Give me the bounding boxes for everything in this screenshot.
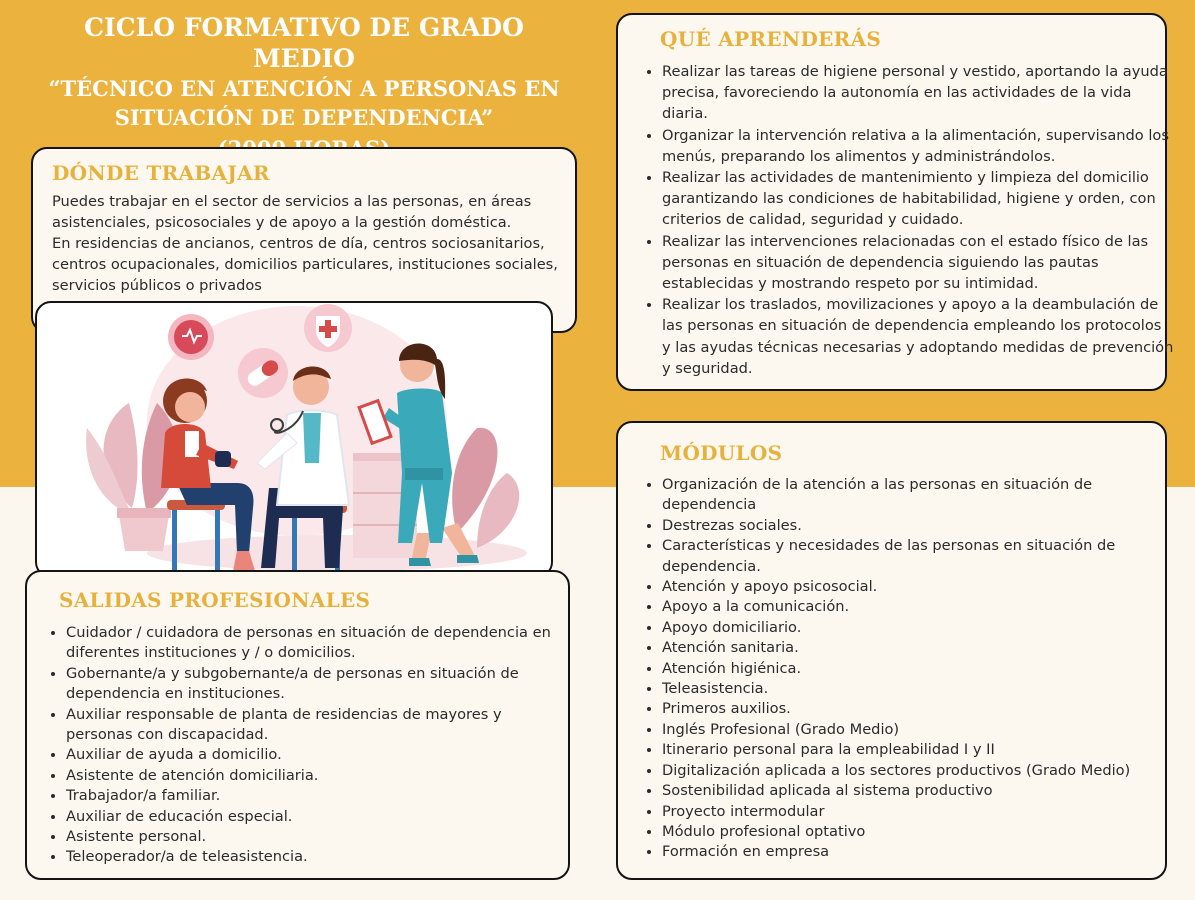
title-line-2: “TÉCNICO EN ATENCIÓN A PERSONAS EN <box>48 76 560 101</box>
medical-illustration <box>35 301 553 578</box>
illustration-svg <box>37 303 551 576</box>
aprenderas-list-item: • Realizar las actividades de mantenimiento y limpieza del domicilio garantizando las condiciones de habitabilidad, higiene y orden, con criterios de calidad, seguridad y cuidado. <box>662 167 1174 231</box>
salidas-list-item: • Asistente personal. <box>66 827 566 847</box>
que-aprenderas-list <box>642 61 1174 379</box>
modulos-list-item: • Proyecto intermodular <box>662 802 1174 822</box>
modulos-list-item: • Formación en empresa <box>662 842 1174 862</box>
salidas-profesionales-card <box>25 570 570 880</box>
modulos-list-item: • Primeros auxilios. <box>662 699 1174 719</box>
aprenderas-list-item: • Organizar la intervención relativa a la alimentación, supervisando los menús, preparando los alimentos y administrándolos. <box>662 125 1174 167</box>
salidas-list-item: • Teleoperador/a de teleasistencia. <box>66 847 566 867</box>
modulos-list-item: • Itinerario personal para la empleabilidad I y II <box>662 740 1174 760</box>
salidas-profesionales-heading: SALIDAS PROFESIONALES <box>59 588 371 612</box>
salidas-profesionales-list <box>46 623 566 868</box>
modulos-list-item: • Organización de la atención a las personas en situación de dependencia <box>662 475 1174 516</box>
aprenderas-list-item: • Realizar las intervenciones relacionadas con el estado físico de las personas en situación de dependencia siguiendo las pautas establecidas y mostrando respeto por su intimidad. <box>662 231 1174 295</box>
que-aprenderas-card <box>616 13 1174 391</box>
heart-pulse-icon <box>168 314 214 360</box>
modulos-list-item: • Atención y apoyo psicosocial. <box>662 577 1174 597</box>
donde-trabajar-text <box>52 191 562 296</box>
aprenderas-list-item: • Realizar las tareas de higiene personal y vestido, aportando la ayuda precisa, favoreciendo la autonomía en las actividades de la vida diaria. <box>662 61 1174 125</box>
salidas-list-item: • Asistente de atención domiciliaria. <box>66 766 566 786</box>
title-line-3: SITUACIÓN DE DEPENDENCIA” <box>114 105 494 130</box>
modulos-list-item: • Digitalización aplicada a los sectores productivos (Grado Medio) <box>662 761 1174 781</box>
page-title <box>30 12 578 165</box>
salidas-list-item: • Trabajador/a familiar. <box>66 786 566 806</box>
salidas-list-item: • Gobernante/a y subgobernante/a de personas en situación de dependencia en instituciones. <box>66 664 566 705</box>
salidas-list-item: • Cuidador / cuidadora de personas en situación de dependencia en diferentes instituciones y / o domicilios. <box>66 623 566 664</box>
modulos-list-item: • Características y necesidades de las personas en situación de dependencia. <box>662 536 1174 577</box>
modulos-list-item: • Sostenibilidad aplicada al sistema productivo <box>662 781 1174 801</box>
medical-cross-shield-icon <box>304 304 352 352</box>
que-aprenderas-heading: QUÉ APRENDERÁS <box>660 27 882 51</box>
salidas-list-item: • Auxiliar responsable de planta de residencias de mayores y personas con discapacidad. <box>66 705 566 746</box>
donde-trabajar-heading: DÓNDE TRABAJAR <box>52 161 270 185</box>
donde-paragraph-1: Puedes trabajar en el sector de servicios a las personas, en áreas asistenciales, psicosociales y de apoyo a la gestión doméstica. <box>52 193 532 231</box>
aprenderas-list-item: • Realizar los traslados, movilizaciones y apoyo a la deambulación de las personas en situación de dependencia empleando los protocolos y las ayudas técnicas necesarias y adoptando medidas de prevención y seguridad. <box>662 294 1174 379</box>
donde-paragraph-2: En residencias de ancianos, centros de día, centros sociosanitarios, centros ocupacionales, domicilios particulares, instituciones sociales, servicios públicos o privados <box>52 235 558 294</box>
modulos-card <box>616 421 1167 880</box>
modulos-heading: MÓDULOS <box>660 441 783 465</box>
plant-right <box>452 428 519 548</box>
modulos-list-item: • Apoyo a la comunicación. <box>662 597 1174 617</box>
pill-capsule-icon <box>238 348 288 398</box>
modulos-list-item: • Atención sanitaria. <box>662 638 1174 658</box>
modulos-list <box>642 475 1174 863</box>
salidas-list-item: • Auxiliar de educación especial. <box>66 807 566 827</box>
title-line-1: CICLO FORMATIVO DE GRADO MEDIO <box>84 13 524 73</box>
modulos-list-item: • Módulo profesional optativo <box>662 822 1174 842</box>
modulos-list-item: • Inglés Profesional (Grado Medio) <box>662 720 1174 740</box>
modulos-list-item: • Teleasistencia. <box>662 679 1174 699</box>
modulos-list-item: • Atención higiénica. <box>662 659 1174 679</box>
modulos-list-item: • Destrezas sociales. <box>662 516 1174 536</box>
modulos-list-item: • Apoyo domiciliario. <box>662 618 1174 638</box>
salidas-list-item: • Auxiliar de ayuda a domicilio. <box>66 745 566 765</box>
